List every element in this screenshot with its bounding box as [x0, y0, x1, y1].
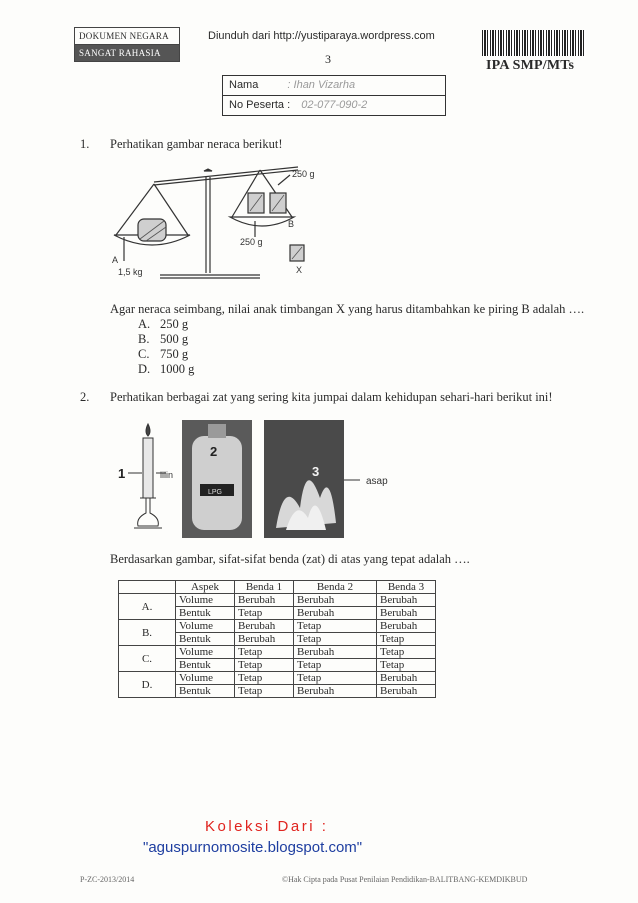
option-label: C.	[119, 646, 176, 672]
label-2: 2	[210, 444, 218, 459]
label-a: A	[112, 255, 119, 265]
table-cell: Tetap	[294, 659, 377, 672]
label-3: 3	[312, 464, 320, 479]
option-label: D.	[119, 672, 176, 698]
table-cell: Berubah	[235, 633, 294, 646]
table-cell: Berubah	[377, 620, 436, 633]
table-cell: Tetap	[235, 659, 294, 672]
table-cell: Tetap	[235, 672, 294, 685]
download-source-text: Diunduh dari http://yustiparaya.wordpress.com	[208, 30, 435, 42]
table-cell: Berubah	[294, 594, 377, 607]
q2-number: 2.	[80, 390, 90, 404]
collection-watermark: Koleksi Dari :	[205, 818, 329, 835]
label-lilin: lilin	[160, 470, 174, 480]
subject-title: IPA SMP/MTs	[486, 58, 575, 73]
participant-label: No Peserta :	[229, 99, 291, 111]
document-label: DOKUMEN NEGARA	[75, 28, 179, 45]
table-cell: Tetap	[377, 659, 436, 672]
q1-option-b: B. 500 g	[138, 332, 189, 346]
table-header-blank	[119, 581, 176, 594]
q2-text: Perhatikan berbagai zat yang sering kita jumpai dalam kehidupan sehari-hari berikut ini!	[110, 390, 553, 404]
label-b: B	[288, 219, 295, 229]
participant-value: 02-077-090-2	[301, 99, 368, 111]
bottle-label: LPG	[208, 489, 223, 496]
table-cell: Volume	[176, 594, 235, 607]
table-header-cell: Benda 2	[294, 581, 377, 594]
table-row	[119, 646, 436, 659]
table-cell: Bentuk	[176, 685, 235, 698]
label-1-5kg: 1,5 kg	[118, 267, 143, 277]
option-label: B.	[119, 620, 176, 646]
footer-code: P-ZC-2013/2014	[80, 875, 135, 884]
table-row	[119, 620, 436, 633]
table-cell: Bentuk	[176, 659, 235, 672]
table-cell: Tetap	[235, 646, 294, 659]
table-cell: Volume	[176, 620, 235, 633]
table-cell: Berubah	[235, 620, 294, 633]
page-number: 3	[325, 52, 331, 66]
label-x: X	[296, 265, 303, 275]
option-label: A.	[119, 594, 176, 620]
document-classification-box	[74, 27, 180, 62]
table-cell: Tetap	[377, 646, 436, 659]
label-250g-top: 250 g	[292, 169, 315, 179]
q1-option-c: C. 750 g	[138, 347, 189, 361]
barcode-icon	[482, 30, 586, 56]
table-cell: Bentuk	[176, 607, 235, 620]
table-cell: Berubah	[377, 685, 436, 698]
table-row	[119, 594, 436, 607]
q1-options	[138, 317, 194, 377]
secret-label: SANGAT RAHASIA	[75, 45, 179, 61]
table-cell: Volume	[176, 672, 235, 685]
name-label: Nama	[229, 79, 259, 91]
footer-copyright: ©Hak Cipta pada Pusat Penilaian Pendidikan-BALITBANG-KEMDIKBUD	[282, 875, 528, 884]
identity-box	[222, 75, 446, 116]
table-cell: Berubah	[235, 594, 294, 607]
table-cell: Bentuk	[176, 633, 235, 646]
table-cell: Berubah	[377, 607, 436, 620]
table-cell: Tetap	[294, 633, 377, 646]
table-cell: Berubah	[294, 607, 377, 620]
table-cell: Berubah	[294, 646, 377, 659]
table-header-row	[119, 581, 436, 594]
label-1: 1	[118, 466, 126, 481]
label-250g-bottom: 250 g	[240, 237, 263, 247]
table-cell: Tetap	[235, 607, 294, 620]
table-cell: Berubah	[377, 672, 436, 685]
participant-row	[223, 95, 445, 115]
balance-scale-figure	[100, 155, 340, 285]
table-header-cell: Benda 3	[377, 581, 436, 594]
table-header-cell: Benda 1	[235, 581, 294, 594]
q2-prompt: Berdasarkan gambar, sifat-sifat benda (zat) di atas yang tepat adalah ….	[110, 552, 470, 566]
table-cell: Tetap	[235, 685, 294, 698]
table-cell: Volume	[176, 646, 235, 659]
q1-prompt: Agar neraca seimbang, nilai anak timbangan X yang harus ditambahkan ke piring B adalah ….	[110, 302, 585, 316]
q1-option-d: D. 1000 g	[138, 362, 195, 376]
table-header-cell: Aspek	[176, 581, 235, 594]
label-asap: asap	[366, 476, 388, 487]
table-cell: Tetap	[377, 633, 436, 646]
table-cell: Berubah	[377, 594, 436, 607]
substances-figure	[110, 418, 410, 540]
name-value: : Ihan Vizarha	[287, 79, 356, 91]
table-cell: Tetap	[294, 620, 377, 633]
table-row	[119, 672, 436, 685]
q1-option-a: A. 250 g	[138, 317, 189, 331]
blog-watermark: "aguspurnomosite.blogspot.com"	[143, 839, 363, 856]
q1-text: Perhatikan gambar neraca berikut!	[110, 137, 283, 151]
table-cell: Tetap	[294, 672, 377, 685]
q2-answer-table	[118, 580, 436, 698]
q2-answer-table-wrap	[118, 580, 436, 698]
name-row	[223, 76, 445, 95]
q1-number: 1.	[80, 137, 90, 151]
table-cell: Berubah	[294, 685, 377, 698]
